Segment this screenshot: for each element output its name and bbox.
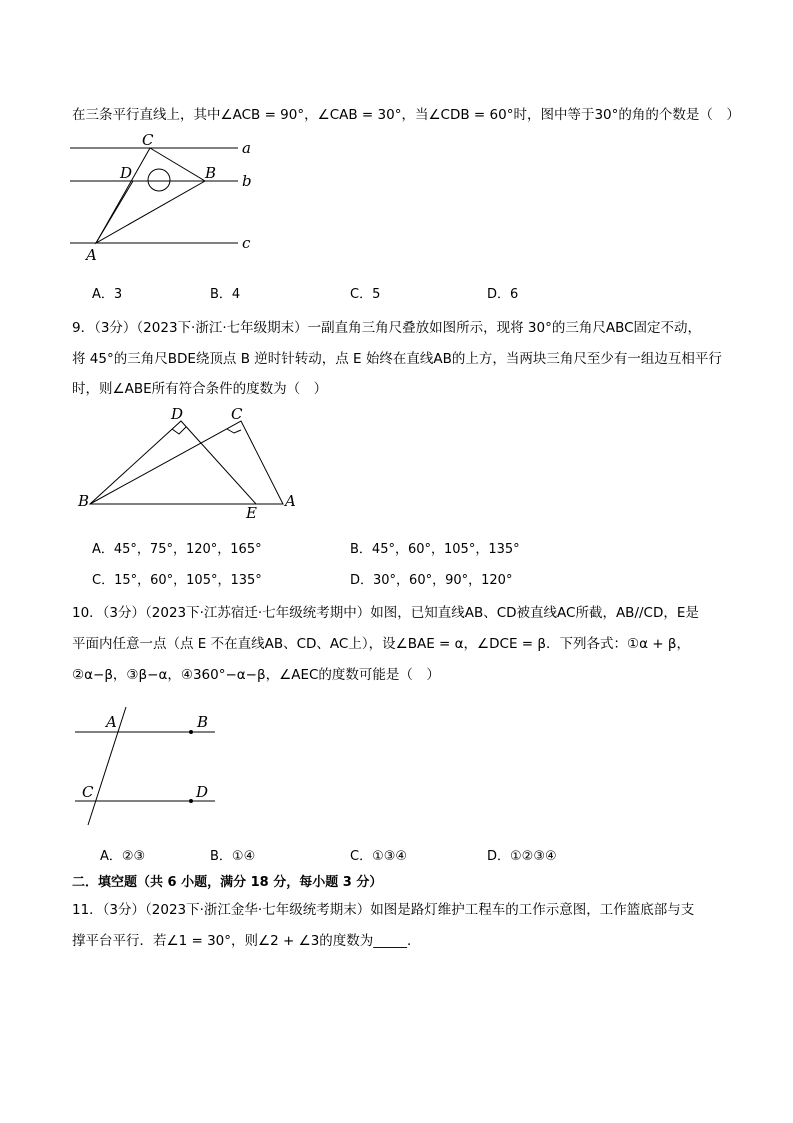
q11-line2: 撑平台平行．若∠1 = 30°，则∠2 + ∠3的度数为_____． xyxy=(72,933,421,949)
section-heading: 二．填空题（共 6 小题，满分 18 分，每小题 3 分） xyxy=(72,875,383,890)
q9-option-d[interactable]: D．30°，60°，90°，120° xyxy=(350,573,513,588)
q11-line1: 11．（3分）（2023下·浙江金华·七年级统考期末）如图是路灯维护工程车的工作示意图，工作篮底部与支 xyxy=(72,902,695,918)
q9-line2: 将 45°的三角尺BDE绕顶点 B 逆时针转动，点 E 始终在直线AB的上方，当两块三角尺至少有一组边互相平行 xyxy=(72,351,722,367)
q8-label-D: D xyxy=(120,164,133,182)
q10-option-d[interactable]: D．①②③④ xyxy=(487,849,557,864)
q9-label-E: E xyxy=(246,504,257,522)
q10-label-B: B xyxy=(197,713,209,731)
q10-label-A: A xyxy=(106,713,117,731)
q8-option-d[interactable]: D．6 xyxy=(487,287,519,302)
q10-option-a[interactable]: A．②③ xyxy=(100,849,146,864)
q10-label-C: C xyxy=(82,783,94,801)
q10-line2: 平面内任意一点（点 E 不在直线AB、CD、AC上），设∠BAE = α，∠DCE = β．下列各式：①α + β， xyxy=(72,636,690,652)
q9-label-B: B xyxy=(78,492,90,510)
q9-option-c[interactable]: C．15°，60°，105°，135° xyxy=(92,573,262,588)
q9-label-D: D xyxy=(171,405,184,423)
q9-label-A: A xyxy=(285,492,296,510)
q10-label-D: D xyxy=(196,783,209,801)
q9-figure xyxy=(75,400,305,525)
q8-option-a[interactable]: A．3 xyxy=(92,287,123,302)
q8-label-B: B xyxy=(205,164,217,182)
q8-label-C: C xyxy=(142,131,154,149)
q8-figure xyxy=(60,128,280,268)
q9-line1: 9．（3分）（2023下·浙江·七年级期末）一副直角三角尺叠放如图所示，现将 30°的三角尺ABC固定不动， xyxy=(72,320,702,336)
q8-stem: 在三条平行直线上，其中∠ACB = 90°，∠CAB = 30°，当∠CDB = 60°时，图中等于30°的角的个数是（ ） xyxy=(72,107,740,123)
q10-option-b[interactable]: B．①④ xyxy=(210,849,256,864)
q8-label-a: a xyxy=(242,139,251,157)
q9-option-a[interactable]: A．45°，75°，120°，165° xyxy=(92,542,262,557)
q8-option-b[interactable]: B．4 xyxy=(210,287,241,302)
q9-option-b[interactable]: B．45°，60°，105°，135° xyxy=(350,542,520,557)
q9-line3: 时，则∠ABE所有符合条件的度数为（ ） xyxy=(72,381,328,397)
q8-label-c: c xyxy=(242,234,251,252)
q10-line1: 10．（3分）（2023下·江苏宿迁·七年级统考期中）如图，已知直线AB、CD被直线AC所截，AB//CD，E是 xyxy=(72,605,699,621)
q9-label-C: C xyxy=(231,405,243,423)
q10-option-c[interactable]: C．①③④ xyxy=(350,849,408,864)
q8-option-c[interactable]: C．5 xyxy=(350,287,381,302)
q10-line3: ②α−β，③β−α，④360°−α−β，∠AEC的度数可能是（ ） xyxy=(72,667,440,683)
q8-label-b: b xyxy=(242,172,252,190)
q10-figure xyxy=(70,705,230,830)
q8-label-A: A xyxy=(86,246,97,264)
